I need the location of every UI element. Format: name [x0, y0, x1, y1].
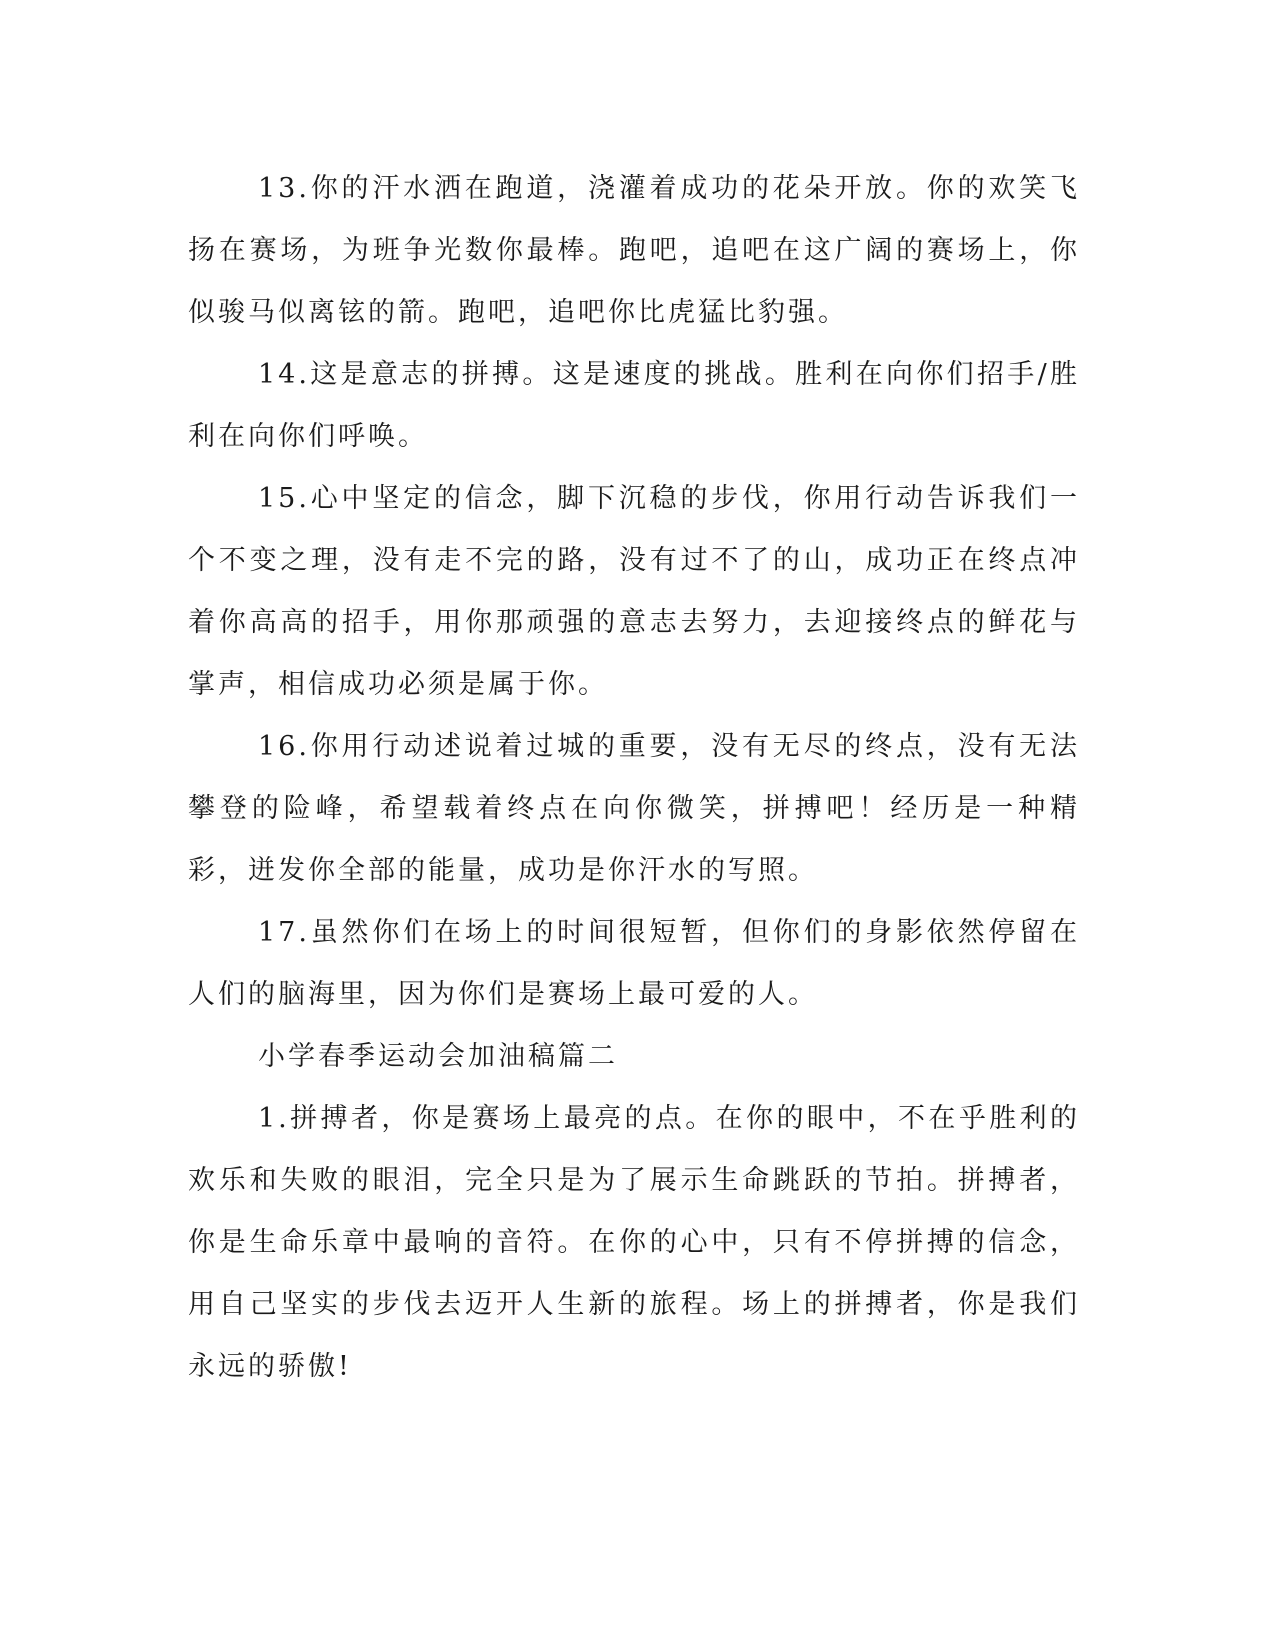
document-body — [188, 158, 1080, 1398]
paragraph-17: 17.虽然你们在场上的时间很短暂，但你们的身影依然停留在人们的脑海里，因为你们是赛场上最可爱的人。 — [188, 917, 1080, 1010]
section-heading: 小学春季运动会加油稿篇二 — [258, 1041, 618, 1072]
paragraph-15: 15.心中坚定的信念，脚下沉稳的步伐，你用行动告诉我们一个不变之理，没有走不完的路，没有过不了的山，成功正在终点冲着你高高的招手，用你那顽强的意志去努力，去迎接终点的鲜花与掌声，相信成功必须是属于你。 — [188, 483, 1080, 700]
paragraph-14: 14.这是意志的拼搏。这是速度的挑战。胜利在向你们招手/胜利在向你们呼唤。 — [188, 359, 1080, 452]
paragraph-16: 16.你用行动述说着过城的重要，没有无尽的终点，没有无法攀登的险峰，希望载着终点在向你微笑，拼搏吧！经历是一种精彩，迸发你全部的能量，成功是你汗水的写照。 — [188, 731, 1080, 886]
paragraph-1: 1.拼搏者，你是赛场上最亮的点。在你的眼中，不在乎胜利的欢乐和失败的眼泪，完全只是为了展示生命跳跃的节拍。拼搏者，你是生命乐章中最响的音符。在你的心中，只有不停拼搏的信念，用自己坚实的步伐去迈开人生新的旅程。场上的拼搏者，你是我们永远的骄傲! — [188, 1103, 1080, 1382]
paragraph-13: 13.你的汗水洒在跑道，浇灌着成功的花朵开放。你的欢笑飞扬在赛场，为班争光数你最棒。跑吧，追吧在这广阔的赛场上，你似骏马似离铉的箭。跑吧，追吧你比虎猛比豹强。 — [188, 173, 1080, 328]
